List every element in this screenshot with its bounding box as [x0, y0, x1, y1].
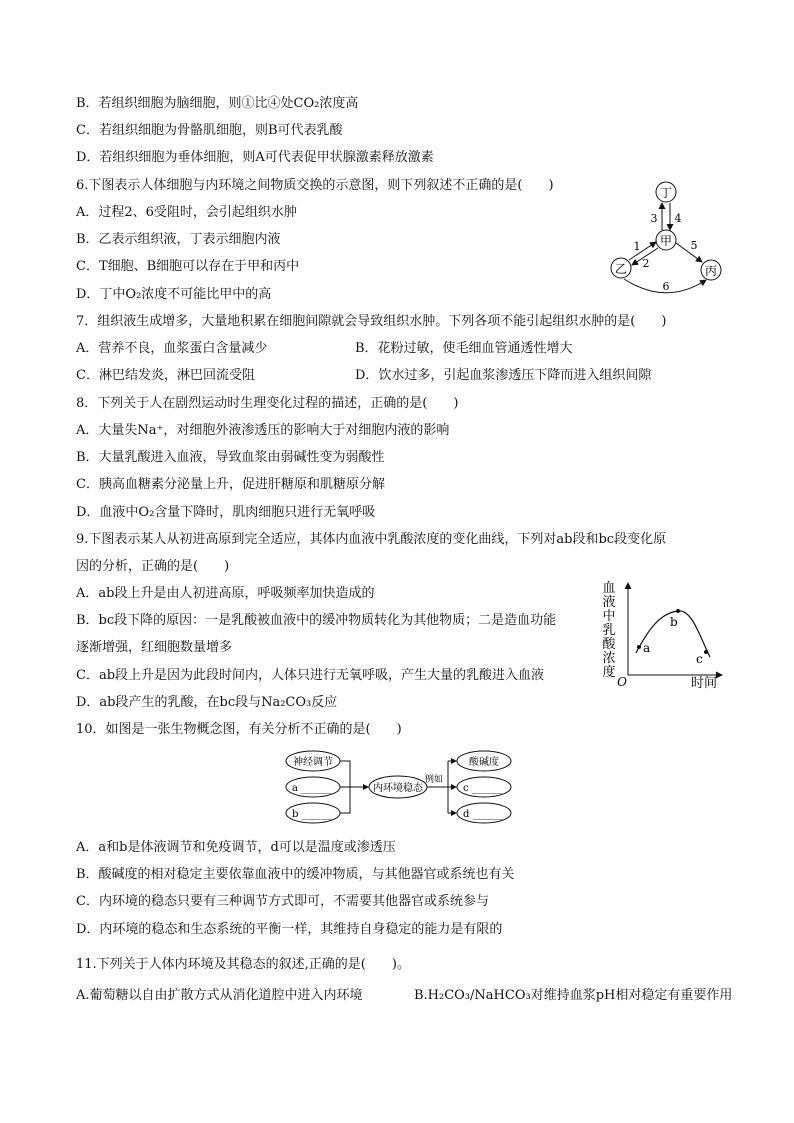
q6-option-b: B．乙表示组织液，丁表示细胞内液	[76, 232, 281, 247]
point-b	[676, 609, 680, 613]
label-3: 3	[650, 212, 658, 225]
q9-option-a: A．ab段上升是由人初进高原，呼吸频率加快造成的	[76, 586, 375, 601]
y-label-1: 液	[602, 595, 616, 610]
label-4: 4	[674, 212, 682, 225]
q8-option-a: A．大量失Na⁺，对细胞外液渗透压的影响大于对细胞内液的影响	[76, 423, 450, 438]
q10-option-d: D．内环境的稳态和生态系统的平衡一样，其维持自身稳定的能力是有限的	[76, 922, 503, 937]
node-c-label: c ______	[463, 783, 502, 794]
point-c	[704, 650, 708, 654]
y-label-0: 血	[602, 581, 616, 596]
q5-option-c: C．若组织细胞为骨骼肌细胞，则B可代表乳酸	[76, 123, 343, 138]
q6-option-d: D．丁中O₂浓度不可能比甲中的高	[76, 287, 272, 302]
q7-option-b: B．花粉过敏，使毛细血管通透性增大	[355, 341, 573, 356]
x-axis-label: 时间	[690, 676, 718, 690]
q11-option-b: B.H₂CO₃/NaHCO₃对维持血浆pH相对稳定有重要作用	[414, 988, 733, 1003]
label-1: 1	[633, 240, 641, 253]
q11-stem: 11.下列关于人体内环境及其稳态的叙述,正确的是( )。	[76, 957, 410, 972]
q10-option-b: B．酸碱度的相对稳定主要依靠血液中的缓冲物质，与其他器官或系统也有关	[76, 867, 515, 882]
concept-map	[280, 748, 520, 828]
q8-option-c: C．胰高血糖素分泌量上升，促进肝糖原和肌糖原分解	[76, 477, 385, 492]
q5-option-b: B．若组织细胞为脑细胞，则①比④处CO₂浓度高	[76, 96, 359, 111]
q10-stem: 10．如图是一张生物概念图，有关分析不正确的是( )	[76, 722, 402, 737]
node-neural-label: 神经调节	[293, 757, 333, 768]
label-2: 2	[642, 257, 650, 270]
body-fluid-exchange-diagram	[600, 176, 730, 301]
arrow-5	[676, 243, 702, 262]
point-b-label: b	[670, 615, 678, 629]
y-label-6: 度	[602, 665, 616, 680]
q7-option-c: C．淋巴结发炎，淋巴回流受阻	[76, 368, 255, 383]
q10-option-a: A．a和b是体液调节和免疫调节，d可以是温度或渗透压	[76, 840, 396, 855]
y-label-2: 中	[602, 609, 616, 624]
q9-option-b-line2: 逐渐增强，红细胞数量增多	[76, 640, 233, 655]
node-yi-label: 乙	[614, 262, 628, 276]
q5-option-d: D．若组织细胞为垂体细胞，则A可代表促甲状腺激素释放激素	[76, 150, 434, 165]
node-bing-label: 丙	[704, 264, 718, 278]
node-jia-label: 甲	[659, 234, 673, 248]
point-a	[637, 645, 641, 649]
q8-stem: 8．下列关于人在剧烈运动时生理变化过程的描述，正确的是( )	[76, 396, 459, 411]
q7-stem: 7．组织液生成增多，大量地积累在细胞间隙就会导致组织水肿。下列各项不能引起组织水肿的是( )	[76, 314, 667, 329]
q9-option-d: D．ab段产生的乳酸，在bc段与Na₂CO₃反应	[76, 695, 338, 710]
q6-option-c: C．T细胞、B细胞可以存在于甲和丙中	[76, 259, 300, 274]
node-center-label: 内环境稳态	[373, 783, 423, 794]
point-c-label: c	[696, 652, 703, 666]
node-b-label: b ______	[292, 809, 332, 820]
example-label: 例如	[424, 775, 444, 785]
q8-option-b: B．大量乳酸进入血液，导致血浆由弱碱性变为弱酸性	[76, 450, 385, 465]
label-5: 5	[690, 239, 698, 252]
node-d-label: d ______	[463, 809, 503, 820]
q7-option-a: A．营养不良，血浆蛋白含量减少	[76, 341, 268, 356]
q9-option-c: C．ab段上升是因为此段时间内，人体只进行无氧呼吸，产生大量的乳酸进入血液	[76, 668, 545, 683]
q8-option-d: D．血液中O₂含量下降时，肌肉细胞只进行无氧呼吸	[76, 505, 376, 520]
node-ding-label: 丁	[659, 186, 673, 200]
q9-option-b-line1: B．bc段下降的原因：一是乳酸被血液中的缓冲物质转化为其他物质；二是造血功能	[76, 613, 557, 628]
node-a-label: a ______	[292, 783, 332, 794]
lactic-acid-graph	[600, 575, 730, 690]
y-label-4: 酸	[602, 637, 616, 652]
q10-option-c: C．内环境的稳态只要有三种调节方式即可，不需要其他器官或系统参与	[76, 894, 489, 909]
y-label-5: 浓	[602, 651, 616, 666]
q9-stem-line2: 因的分析，正确的是( )	[76, 559, 230, 574]
q7-option-d: D．饮水过多，引起血浆渗透压下降而进入组织间隙	[355, 368, 652, 383]
label-6: 6	[662, 280, 670, 293]
q11-option-a: A.葡萄糖以自由扩散方式从消化道腔中进入内环境	[76, 988, 363, 1003]
point-a-label: a	[643, 641, 651, 655]
q9-stem-line1: 9.下图表示某人从初进高原到完全适应，其体内血液中乳酸浓度的变化曲线，下列对ab段和bc段变化原	[76, 532, 667, 547]
y-label-3: 乳	[602, 623, 616, 638]
q6-option-a: A．过程2、6受阻时，会引起组织水肿	[76, 205, 297, 220]
node-ph-label: 酸碱度	[469, 757, 499, 768]
origin-label: O	[617, 675, 627, 689]
q6-stem: 6.下图表示人体细胞与内环境之间物质交换的示意图，则下列叙述不正确的是( )	[76, 178, 554, 193]
